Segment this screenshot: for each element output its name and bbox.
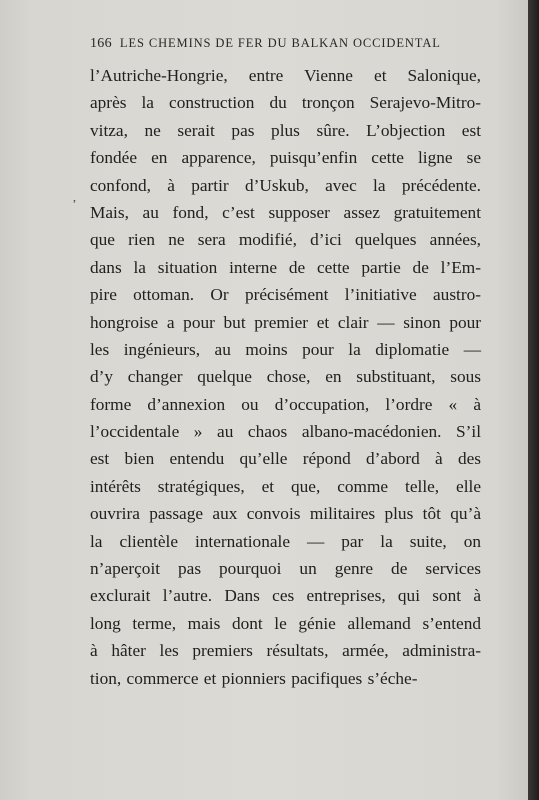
text-line: l’Autriche-Hongrie, entre Vienne et Salonique, [90,66,481,85]
text-line: vitza, ne serait pas plus sûre. L’objection est [90,120,481,140]
text-line: n’aperçoit pas pourquoi un genre de services [90,559,481,579]
margin-mark: , [73,190,76,204]
text-line: à hâter les premiers résultats, armée, administra- [90,641,481,661]
text-line: dans la situation interne de cette partie de l’Em- [90,257,481,277]
text-line: exclurait l’autre. Dans ces entreprises, qui sont à [90,586,481,606]
text-line: ouvrira passage aux convois militaires plus tôt qu’à [90,504,481,524]
text-line: long terme, mais dont le génie allemand s’entend [90,613,481,633]
text-line: hongroise a pour but premier et clair — sinon pour [90,312,481,332]
text-line: d’y changer quelque chose, en substituant, sous [90,367,481,387]
running-title: LES CHEMINS DE FER DU BALKAN OCCIDENTAL [119,36,441,50]
text-line: que rien ne sera modifié, d’ici quelques années, [90,230,481,250]
text-line: Mais, au fond, c’est supposer assez gratuitement [90,202,481,222]
body-text [90,62,481,692]
text-line: fondée en apparence, puisqu’enfin cette ligne se [90,148,481,168]
text-line: l’occidentale » au chaos albano-macédonien. S’il [90,422,481,442]
text-line: pire ottoman. Or précisément l’initiative austro- [90,285,481,305]
text-line: forme d’annexion ou d’occupation, l’ordre « à [90,394,481,414]
text-line: les ingénieurs, au moins pour la diplomatie — [90,339,481,359]
text-line: après la construction du tronçon Serajevo-Mitro- [90,93,481,113]
text-line: est bien entendu qu’elle répond d’abord à des [90,449,481,469]
text-line: intérêts stratégiques, et que, comme telle, elle [90,476,481,496]
text-line: la clientèle internationale — par la suite, on [90,531,481,551]
running-header [90,36,490,54]
page-number: 166 [90,36,112,51]
text-line: tion, commerce et pionniers pacifiques s’éche- [90,668,418,688]
book-edge [528,0,539,800]
text-line: confond, à partir d’Uskub, avec la précédente. [90,175,481,195]
